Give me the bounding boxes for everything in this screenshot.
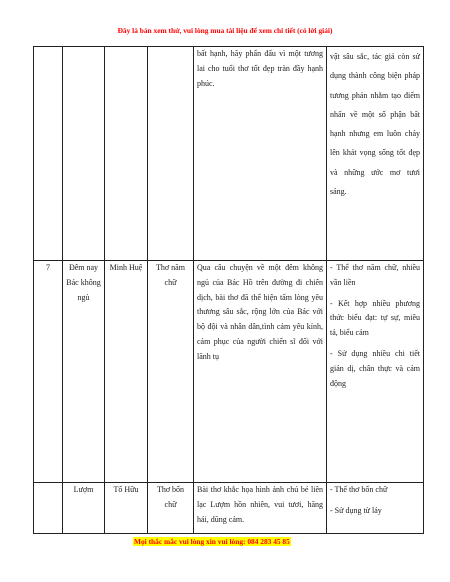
work-author: Minh Huệ [105, 261, 148, 483]
work-genre: Thơ năm chữ [148, 261, 194, 483]
feature-item: - Thể thơ năm chữ, nhiều vần liền [330, 263, 420, 287]
content-text: bất hạnh, hãy phấn đấu vì một tương lai cho tuổi thơ tốt đẹp tràn đầy hạnh phúc. [197, 49, 323, 88]
work-author [105, 47, 148, 261]
contact-footer: Mọi thắc mắc vui lòng xin vui lòng: 084 283 45 85 [134, 537, 290, 546]
work-features [327, 483, 424, 534]
feature-item: - Thể thơ bốn chữ [330, 485, 388, 494]
preview-notice: Đây là bản xem thử, vui lòng mua tài liệu để xem chi tiết (có lời giải) [117, 26, 333, 35]
literature-table [33, 46, 424, 534]
row-number [34, 483, 63, 534]
work-title [63, 47, 105, 261]
work-title: Đêm nay Bác không ngủ [63, 261, 105, 483]
work-genre [148, 47, 194, 261]
work-content [194, 483, 327, 534]
feature-item: - Sử dụng từ láy [330, 505, 382, 515]
content-text: Bài thơ khắc họa hình ảnh chú bé liên lạc Lượm hồn nhiên, vui tươi, hăng hái, dũng cảm. [197, 485, 323, 524]
work-features [327, 261, 424, 483]
work-content [194, 47, 327, 261]
table-row [34, 483, 424, 534]
work-genre: Thơ bốn chữ [148, 483, 194, 534]
work-title: Lượm [63, 483, 105, 534]
feature-item: - Kết hợp nhiều phương thức biểu đạt: tự sự, miêu tả, biểu cảm [330, 298, 420, 338]
table-row [34, 261, 424, 483]
row-number [34, 47, 63, 261]
work-content [194, 261, 327, 483]
row-number: 7 [34, 261, 63, 483]
work-author: Tố Hữu [105, 483, 148, 534]
table-row [34, 47, 424, 261]
work-features [327, 47, 424, 261]
feature-item: - Sử dụng nhiều chi tiết giản dị, chân thực và cảm động [330, 348, 420, 388]
feature-item: vật sâu sắc, tác giả còn sử dụng thành công biện pháp tương phản nhằm tạo điểm nhấn về một số phận bất hạnh nhưng em luôn cháy lên khát vọng sống tốt đẹp và những ước mơ tươi sáng. [330, 52, 420, 197]
content-text: Qua câu chuyện về một đêm không ngủ của Bác Hồ trên đường đi chiến dịch, bài thơ đã thể hiện tấm lòng yêu thương sâu sắc, rộng lớn của Bác với bộ đội và nhân dân,tình cảm yêu kính, cảm phục của người chiến sĩ đối với lãnh tụ [197, 263, 323, 361]
